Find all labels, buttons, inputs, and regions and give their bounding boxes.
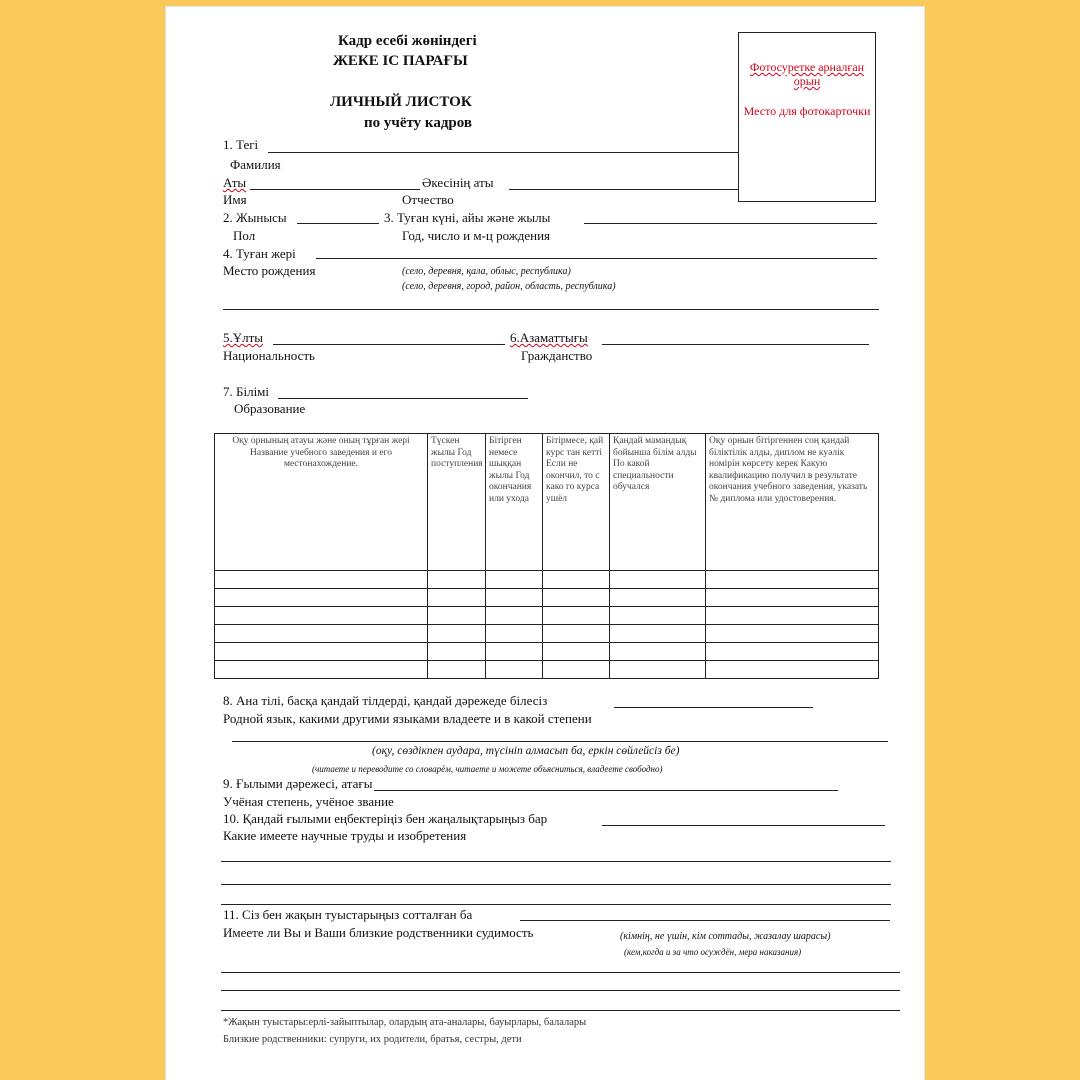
- education-table: [214, 433, 879, 679]
- works-input-line[interactable]: [602, 825, 885, 826]
- nationality-input-line[interactable]: [273, 344, 505, 345]
- citizenship-label-ru: Гражданство: [521, 348, 593, 363]
- sex-label-ru: Пол: [233, 228, 256, 243]
- convictions-extra-line-2[interactable]: [221, 990, 900, 991]
- surname-label-ru: Фамилия: [230, 157, 281, 172]
- patronymic-label-ru: Отчество: [402, 192, 454, 207]
- patronymic-label-kz: Әкесінің аты: [422, 175, 494, 190]
- birthdate-input-line[interactable]: [584, 223, 877, 224]
- edu-header-qualification: Оқу орнын бітіргеннен соң қандай біліктілік алды, диплом не куәлік номірін көрсету керек Какую квалификацию получил в результате окончания учебного заведения, указать № диплома или удостоверения.: [706, 434, 879, 571]
- title-kz-line1: Кадр есебі жөніндегі: [338, 33, 477, 49]
- footnote-ru: Близкие родственники: супруги, их родители, братья, сестры, дети: [223, 1034, 522, 1045]
- birthplace-hint-ru: (село, деревня, город, район, область, республика): [402, 281, 616, 292]
- birthplace-label-ru: Место рождения: [223, 263, 316, 278]
- education-input-line[interactable]: [278, 398, 528, 399]
- birthplace-label-kz: 4. Туған жері: [223, 246, 296, 261]
- convictions-extra-line-1[interactable]: [221, 972, 900, 973]
- works-extra-line-1[interactable]: [221, 861, 891, 862]
- birthdate-label-ru: Год, число и м-ц рождения: [402, 228, 551, 243]
- title-kz-line2: ЖЕКЕ ІС ПАРАҒЫ: [333, 53, 468, 69]
- languages-label-kz: 8. Ана тілі, басқа қандай тілдерді, қандай дәрежеде білесіз: [223, 693, 548, 708]
- patronymic-input-line[interactable]: [509, 189, 738, 190]
- works-label-ru: Какие имеете научные труды и изобретения: [223, 828, 467, 843]
- title-ru-line1: ЛИЧНЫЙ ЛИСТОК: [330, 94, 472, 110]
- languages-hint-kz: (оқу, сөздікпен аудара, түсініп алмасып ба, еркін сөйлейсіз бе): [372, 745, 680, 757]
- convictions-label-ru: Имеете ли Вы и Ваши близкие родственники судимость: [223, 925, 534, 940]
- edu-header-institution: Оқу орнының атауы және оның тұрған жері Название учебного заведения и его местонахождение.: [215, 434, 428, 571]
- table-row[interactable]: [215, 607, 879, 625]
- table-row[interactable]: [215, 643, 879, 661]
- birthplace-hint-kz: (село, деревня, қала, облыс, республика): [402, 266, 571, 277]
- convictions-label-kz: 11. Сіз бен жақын туыстарыңыз сотталған ба: [223, 907, 473, 922]
- name-input-line[interactable]: [250, 189, 420, 190]
- surname-input-line[interactable]: [268, 152, 738, 153]
- languages-hint-ru: (читаете и переводите со словарём, читаете и можете объясниться, владеете свободно): [312, 764, 663, 774]
- degree-input-line[interactable]: [374, 790, 838, 791]
- birthplace-extra-line[interactable]: [223, 309, 879, 310]
- name-label-kz: Аты: [223, 175, 247, 190]
- education-label-ru: Образование: [234, 401, 306, 416]
- edu-header-speciality: Қандай мамандық бойынша білім алды По какой специальности обучался: [610, 434, 706, 571]
- degree-label-kz: 9. Ғылыми дәрежесі, атағы: [223, 776, 373, 791]
- photo-placeholder[interactable]: [738, 32, 876, 202]
- surname-label-kz: 1. Тегі: [223, 137, 259, 152]
- works-extra-line-2[interactable]: [221, 884, 891, 885]
- table-row[interactable]: [215, 589, 879, 607]
- languages-label-ru: Родной язык, какими другими языками владеете и в какой степени: [223, 711, 592, 726]
- works-label-kz: 10. Қандай ғылыми еңбектеріңіз бен жаңалықтарыңыз бар: [223, 811, 548, 826]
- table-row[interactable]: [215, 625, 879, 643]
- birthdate-label-kz: 3. Туған күні, айы және жылы: [384, 210, 551, 225]
- convictions-input-line[interactable]: [520, 920, 890, 921]
- photo-label-ru: Место для фотокарточки: [743, 104, 871, 118]
- sex-label-kz: 2. Жынысы: [223, 210, 287, 225]
- convictions-hint-ru: (кем,когда и за что осуждён, мера наказания): [624, 947, 802, 957]
- degree-label-ru: Учёная степень, учёное звание: [223, 794, 394, 809]
- citizenship-label-kz: 6.Азаматтығы: [510, 330, 588, 345]
- footnote-kz: *Жақын туыстары:ерлі-зайыптылар, олардың ата-аналары, бауырлары, балалары: [223, 1017, 587, 1028]
- languages-input-line[interactable]: [614, 707, 813, 708]
- name-label-ru: Имя: [223, 192, 247, 207]
- works-extra-line-3[interactable]: [221, 904, 891, 905]
- citizenship-input-line[interactable]: [602, 344, 869, 345]
- form-page: [166, 7, 924, 1080]
- birthplace-input-line[interactable]: [316, 258, 877, 259]
- edu-header-entry-year: Түскен жылы Год поступления: [428, 434, 486, 571]
- table-row[interactable]: [215, 571, 879, 589]
- convictions-hint-kz: (кімнің, не үшін, кім соттады, жазалау шарасы): [620, 931, 831, 942]
- convictions-extra-line-3[interactable]: [221, 1010, 900, 1011]
- edu-header-dropout-course: Бітірмесе, қай курс тан кетті Если не окончил, то с како го курса ушёл: [543, 434, 610, 571]
- edu-header-graduation-year: Бітірген немесе шыққан жылы Год окончания или ухода: [486, 434, 543, 571]
- nationality-label-ru: Национальность: [223, 348, 315, 363]
- table-row[interactable]: [215, 661, 879, 679]
- education-label-kz: 7. Білімі: [223, 384, 270, 399]
- photo-label-kz: Фотосуретке арналған орын: [749, 60, 865, 88]
- nationality-label-kz: 5.Ұлты: [223, 330, 264, 345]
- sex-input-line[interactable]: [297, 223, 379, 224]
- title-ru-line2: по учёту кадров: [364, 115, 473, 131]
- languages-extra-line[interactable]: [232, 741, 888, 742]
